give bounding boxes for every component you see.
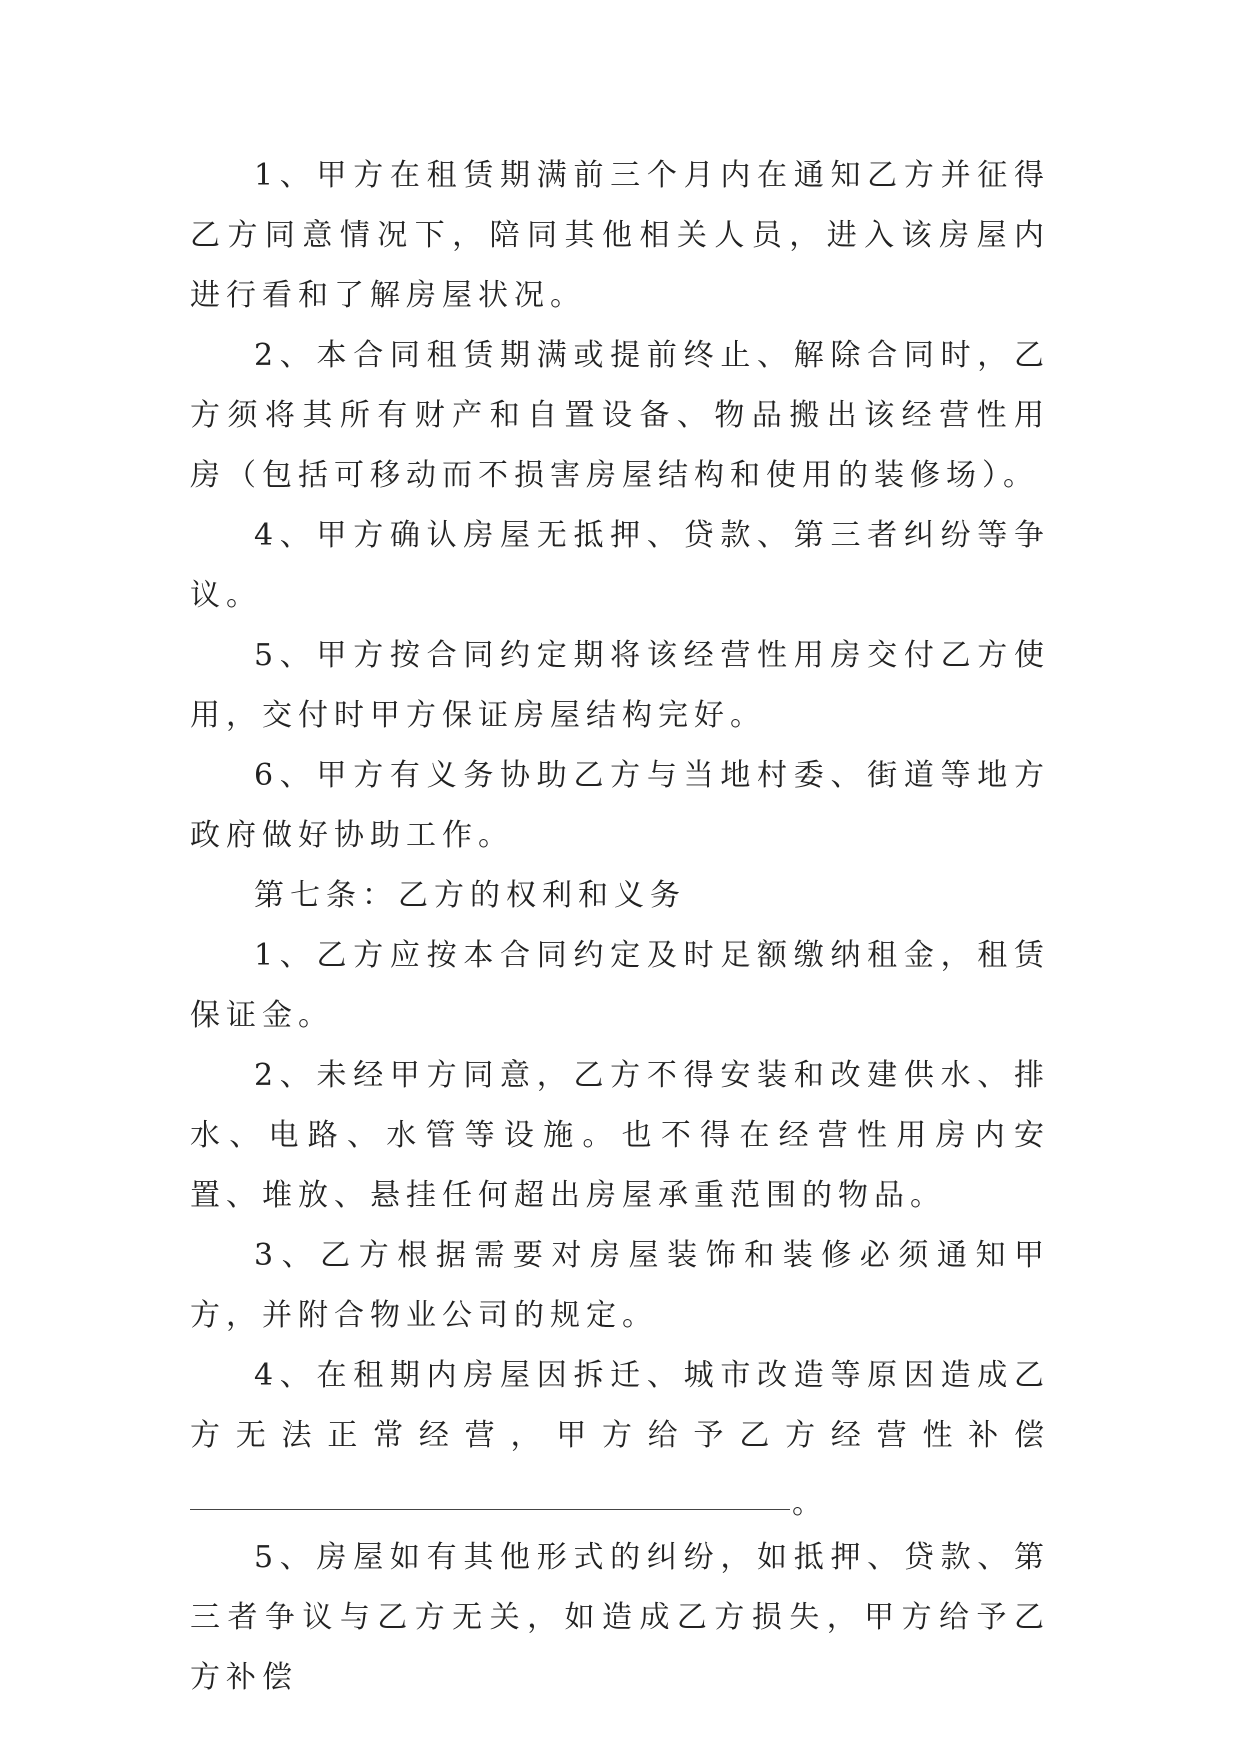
blank-underline — [190, 1509, 790, 1510]
paragraph-9: 3、乙方根据需要对房屋装饰和装修必须通知甲方，并附合物业公司的规定。 — [190, 1238, 1050, 1333]
blank-fill-line — [190, 1474, 1050, 1524]
paragraph-2: 2、本合同租赁期满或提前终止、解除合同时，乙方须将其所有财产和自置设备、物品搬出该经营性用房（包括可移动而不损害房屋结构和使用的装修场）。 — [190, 338, 1050, 493]
paragraph-11: 5、房屋如有其他形式的纠纷，如抵押、贷款、第三者争议与乙方无关，如造成乙方损失，甲方给予乙方补偿 — [190, 1540, 1050, 1695]
paragraph-3: 4、甲方确认房屋无抵押、贷款、第三者纠纷等争议。 — [190, 518, 1050, 613]
section-heading: 第七条：乙方的权利和义务 — [254, 878, 686, 913]
paragraph-5: 6、甲方有义务协助乙方与当地村委、街道等地方政府做好协助工作。 — [190, 758, 1050, 853]
paragraph-4: 5、甲方按合同约定期将该经营性用房交付乙方使用，交付时甲方保证房屋结构完好。 — [190, 638, 1050, 733]
paragraph-10: 4、在租期内房屋因拆迁、城市改造等原因造成乙方无法正常经营，甲方给予乙方经营性补偿 — [190, 1358, 1050, 1453]
document-page — [190, 146, 1050, 1708]
paragraph-8: 2、未经甲方同意，乙方不得安装和改建供水、排水、电路、水管等设施。也不得在经营性用房内安置、堆放、悬挂任何超出房屋承重范围的物品。 — [190, 1058, 1050, 1213]
paragraph-1: 1、甲方在租赁期满前三个月内在通知乙方并征得乙方同意情况下，陪同其他相关人员，进入该房屋内进行看和了解房屋状况。 — [190, 158, 1050, 313]
paragraph-7: 1、乙方应按本合同约定及时足额缴纳租金，租赁保证金。 — [190, 938, 1050, 1033]
blank-end-punctuation: 。 — [792, 1486, 828, 1521]
